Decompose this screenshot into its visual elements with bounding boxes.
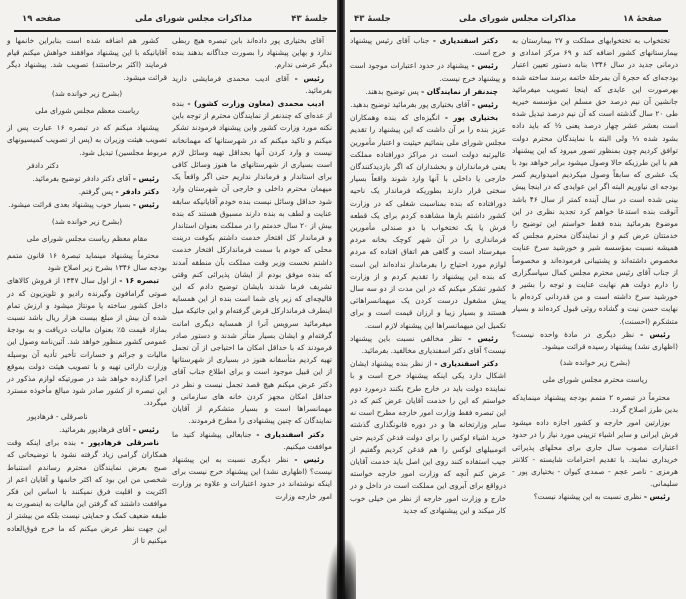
speaker-name: رئیس - (294, 73, 325, 83)
speaker-name: رئیس - (640, 329, 670, 339)
paragraph (350, 358, 506, 517)
paragraph-text: (بشرح زیر خوانده شد) (51, 88, 123, 98)
page-header (344, 14, 686, 28)
speaker-name: رئیس - (643, 492, 670, 502)
speaker-name: چندنفر از نمایندگان - (421, 86, 498, 96)
speaker-name: دکتر اسفندیاری - (432, 36, 498, 45)
paragraph-text: تختخواب به تختخوابهای مملکت و ۲۷ بیمارستان به بیمارستانهای کشور اضافه کند و ۶۹ مرکز امدادی و درمانی جدید در سال ۱۳۴۶ بنابه دستور تعیین اعتبار بودجه‌ای که حجرهٔ آن بمرحلهٔ خاتمه برسد ساخته شده بهرصورت این عایدی که اینجا تصویب میفرمائید جانشین آن نیم درصد حق مسلم این مؤسسه خیریه طی ۲۰ سال گذشته است که آن نیم درصد تبدیل شده است بعشر عشر چهار درصد یعنی ½ که باید داده بشود شده ⅓ ولی البته با نمایندگان محترم دولت توافق کردیم چون بمنظور تصور میرود که این پیشنهاد هم با این طرزیکه حالا وصول میشود برابر خواهد بود با یک عشری که سابقاً وصول میکردیم امیدواریم کسر بودجه ای نیاوریم البته اگر این عوایدی که در اینجا پیش بینی شده است در سال آینده کمتر از سال ۴۶ باشد آنوقت بنده استدعا خواهم کرد تجدید نظری در این موضوع بفرمائید بنده فقط خواستم این توضیح را خدمتتان عرض کنم و از نمایندگان محترم مجلس که همیشه نسبت بمؤسسه شیر و خورشید سرخ عنایت مخصوص داشته‌اند و پشتیبانی فرموده‌اند و مخصوصاً از جناب آقای رئیس محترم مجلس کمال سپاسگزاری را دارم دولت هم نهایت عنایت و توجه را بشیر و خورشید سرخ داشته است و من قدردانی کرده‌ام با نهایت حسن نیت و گشاده روئی قبول کرده‌اند و بسیار متشکرم (احسنت). (512, 36, 679, 326)
text-column (512, 35, 678, 505)
paragraph-text: بسیار خوب پیشنهاد بعدی قرائت میشود. (8, 200, 131, 210)
speaker-name: دکتر اسفندیاری - (256, 429, 325, 439)
paragraph (7, 122, 167, 159)
page-number: صفحه ۱۹ (22, 14, 61, 24)
paragraph-text: پس توضیح بدهند. (365, 86, 419, 96)
paragraph-text: ناصرقلی - فرهادپور (27, 411, 88, 421)
scan-shadow (326, 540, 356, 599)
signature (7, 160, 167, 172)
paragraph-text: مقام معظم ریاست مجلس شورای ملی (26, 233, 148, 243)
speaker-name: دکتر اسفندیاری - (434, 359, 499, 369)
paragraph-text: نظری نسبت به این پیشنهاد نیست؟ (533, 492, 642, 502)
centered-heading (7, 216, 167, 228)
paragraph-text: انگیزه‌ای که بنده وهمکاران عزیز بنده را بر آن داشت که این پیشنهاد را تقدیم مجلس شورای ملی بنمائیم حیثیت و اعتبار مأمورین عالیرتبه دولت است در مراکز دورافتاده مملکت یعنی فرمانداران و بخشداران که اگر بازدیدکنندگان خارجی یا داخلی با آنها وارد شوند واقعاً بسیار سختی قرار دارند بطوریکه فرماندار یک ناحیه دورافتاده که بنده بمناسبت شغلی که در وزارت کشور داشتم بارها مشاهده کردم برای یک قطعه فرش یا یک تختخواب یا دو صندلی مأمورین فرمانداری را در آن شهر کوچک بخانه مردم میفرستاد است و گاهی هم اتفاق افتاده که مردم لوازم مورد احتیاج را بفرماندار نداده‌اند این است که بنده این پیشنهاد را تقدیم کردم و از وزارت کشور تشکر میکنم که در این مدت از دو سه سال پیش مشغول درست کردن یک میهمانسراهائی هستند و بسیار زیبا و ارزان قیمت است و برای تکمیل این میهمانسراها این پیشنهاد لازم است. (350, 113, 506, 330)
paragraph (512, 392, 678, 416)
paragraph-text: پیشنهاد میکنم که در تبصره ۱۶ عبارت پس از تصویب هیئت وزیران به (پس از تصویب کمیسیونهای مربوط مجلسین) تبدیل شود. (7, 123, 167, 157)
paragraph-text: آقای فرهادپور بفرمائید. (59, 424, 131, 434)
paragraph-text: ریاست معظم مجلس شورای ملی (35, 106, 139, 116)
signature (7, 411, 167, 423)
paragraph-text: نظر مخالفی نسبت باین پیشنهاد نیست؟ آقای دکتر اسفندیاری مخالفید. بفرمائید. (350, 333, 506, 356)
paragraph-text: پس گرفتم. (78, 187, 114, 197)
paragraph (7, 35, 167, 84)
paragraph-text: جنابعالی پیشنهاد کنید ما موافقت میکنیم. (172, 429, 332, 451)
running-title: مذاکرات مجلس شورای ملی (135, 14, 253, 24)
paragraph (512, 35, 678, 328)
paragraph (172, 35, 332, 72)
speaker-name: ادیب محمدی (معاون وزارت کشور) - (187, 99, 324, 109)
page-header (0, 14, 338, 28)
paragraph (350, 60, 506, 84)
paragraph (512, 491, 678, 503)
paragraph-text: دکتر دادفر (27, 160, 59, 170)
header-rule (350, 30, 668, 32)
paragraph (7, 173, 167, 185)
left-page (0, 0, 338, 599)
paragraph-text: ریاست محترم مجلس شورای ملی (542, 375, 648, 385)
paragraph-text: آقای بختیاری پور بفرمائید توضیح بدهید. (350, 100, 470, 110)
centered-heading (7, 233, 167, 245)
paragraph (7, 275, 167, 409)
paragraph (7, 250, 167, 274)
paragraph-text: پیشنهاد در حدود اعتبارات موجود است و پیشنهاد خرج نیست. (350, 61, 506, 83)
centered-heading (512, 374, 678, 386)
paragraph-text: بنده از عده‌ای که چندنفر از نمایندگان محترم از توجه باین نکته مورد وزارت کشور واین پیشنهاد فرمودند تشکر میکنم و تاکید میکنم که در شهرستانها که مهمانخانه نیست و وارد کردن آنها بحداقل تهیه وسائل لازم است بسیاری از شهرستانهای ما هنوز وسائل کافی برای استاندار و فرماندار نداریم حتی اگر واقعاً یک میهمان محترم داخلی و خارجی آن شهرستان وارد شود حداقل وسائل نیست بنده خودم آقایانیکه سابقه عنایت و لطف به بنده دارند مسبوق هستند که بنده بیش از ۲۰ سال خدمتم را در مملکت بعنوان استاندار و فرماندار کل افتخار خدمت داشتم بکوفت درینت محلی که خودم با سمت فرماندارکل افتخار خدمت داشتم نخست وزیر وقت مملکت بآن منطقه آمدند که بنده موفق بودم از ایشان پذیرائی کنم وقتی تشریف فرما شدند بایشان توضیح دادم که این قالیچه‌ای که زیر پای شما است بنده از این همسایه اینطرف فرماندارکل قرض گرفته‌ام و این جائیکه میل میفرمائید سرویس آنرا از همسایه دیگری امانت گرفته‌ام و ایشان بسیار متأثر شدند و دستور صادر فرمودند که با حداقل امکان ما احتیاجی از آن تجمل تهیه کردیم متأسفانه هنوز در بسیاری از شهرستانها از این قبیل موجود است و برای اطلاع جناب آقای دکتر عرض میکنم هیچ قصد تجمل نیست و نظر در حداقل امکان مجهز کردن خانه های سازمانی و مهمانسراها است و بسیار متشکرم از آقایان نمایندگان که چنین پیشنهادی را مطرح فرمودند. (172, 99, 332, 426)
paragraph-text: نظر دیگری در مادهٔ واحده نیست؟ (اظهاری نشد) پیشنهاد رسیده قرائت میشود. (512, 329, 678, 352)
paragraph-text: کشور هم اضافه شده است بنابراین خانمها و آقایانیکه با این پیشنهاد موافقند خواهش میکنم قیام فرمایند (اکثر برخاستند) تصویب شد. پیشنهاد دیگر قرائت میشود. (7, 36, 167, 82)
speaker-name: بختیاری پور - (444, 113, 498, 123)
paragraph (172, 98, 332, 427)
paragraph (350, 112, 506, 332)
paragraph (7, 437, 167, 547)
paragraph-text: جناب آقای رئیس پیشنهاد خرج است. (350, 36, 506, 58)
centered-heading (7, 88, 167, 100)
paragraph-text: آقای دکتر دادفر توضیح بفرمائید. (32, 174, 131, 184)
session-number: جلسهٔ ۴۳ (291, 14, 328, 24)
speaker-name: ناصرقلی فرهادپور - (80, 438, 159, 448)
paragraph (350, 86, 506, 98)
text-column (350, 35, 506, 518)
text-column (7, 35, 167, 548)
paragraph (172, 454, 332, 503)
paragraph-text: نظر دیگری نسبت به این پیشنهاد نیست؟ (اظهاری نشد) این پیشنهاد خرج نیست برای اینکه نوشته‌اند در حدود اعتبارات و علاوه بر وزارت امور خارجه وزارت (172, 454, 332, 501)
paragraph (512, 417, 678, 490)
paragraph-text: آقای بختیاری پور داده‌اند باین تبصره هیچ ربطی ندارد و بهاین پیشنهاد را بصورت جداگانه بدهند بنده دیگر عرضی ندارم. (172, 36, 332, 70)
speaker-name: رئیس - (294, 454, 324, 464)
paragraph-text: از اول سال ۱۳۴۷ از فروش کالاهای صوتی گرامافون وگیرنده رادیو و تلویزیون که در داخل کشور ساخته یا مونتاژ میشود و ارزش تمام شده آن بیش از مبلغ بیست هزار ریال باشد نسبت بمازاد قیمت ۵٪ بعنوان مالیات دریافت و به بودجهٔ عمومی کشور منظور خواهد شد. آئین‌نامه وصول این مالیات و جرائم و خسارات تأخیر تأدیه آن بوسیله وزارت دارائی تهیه و با تصویب هیئت دولت بموقع اجرا گذارده خواهد شد در صورتیکه لوازم مذکور در این تبصره از کشور صادر شود مبالغ مأخوذه مسترد میگردد. (7, 276, 167, 408)
paragraph-text: بنده برای اینکه وقت همکاران گرامی زیاد گرفته نشود با توضیحاتی که صبح بعرض نمایندگان محترم رساندم استنباط شخصی من این بود که اکثر خانمها و آقایان اعم از اکثریت و اقلیت فرق نمیکنند با اساس این فکر موافقت داشتند که گرفتن این مالیات به اینصورت به طبقه ضعیف کمک و حمایتی نیست بلکه من بیشتر از این جهت نظر عرض میکنم که ما خرج فوق‌العاده میکنیم تا از (7, 438, 167, 545)
paragraph (512, 329, 678, 353)
paragraph-text: (بشرح زیر خوانده شد) (51, 216, 123, 226)
speaker-name: رئیس - (471, 61, 498, 71)
paragraph-text: محترماً پیشنهاد مینماید تبصرهٔ ۱۶ قانون متمم بودجه سال ۱۳۴۶ بشرح زیر اصلاح شود (7, 251, 167, 273)
right-page (344, 0, 686, 599)
paragraph (7, 186, 167, 198)
paragraph (7, 424, 167, 436)
paragraph-text: آقای ادیب محمدی فرمایشی دارید بفرمائید. (172, 73, 332, 95)
header-rule (14, 30, 336, 32)
paragraph-text: محترماً در تبصره ۲ متمم بودجه پیشنهاد مینمایدکه بدین طرز اصلاح گردد. (512, 392, 678, 414)
speaker-name: رئیس - (468, 333, 498, 343)
text-column (172, 35, 332, 504)
paragraph-text: بوزارتین امور خارجه و کشور اجازه داده میشود فرش ایرانی و سایر اشیاء تزیینی مورد نیاز را در حدود اعتبارات مصوب سال جاری برای محلهای پذیرائی خریداری نمایند. با تقدیم احترامات شایسته - کلانتر هرمزی - ناصر عجم - صمدی کیوان - بختیاری پور - سلیمانی. (512, 418, 678, 489)
speaker-name: تبصره ۱۶ - (119, 276, 160, 286)
speaker-name: دکتر دادفر - (115, 187, 159, 197)
paragraph (7, 199, 167, 211)
speaker-name: رئیس - (132, 200, 159, 210)
paragraph-text: از نظر بنده پیشنهاد ایشان اشکال دارد یکی اینکه پیشنهاد خرج است و با نماینده دولت باید در خارج طرح بکنند درمورد دوم خواستم که این را خدمت آقایان عرض کنم که در این تبصره فقط وزارت امور خارجه مطرح است نه سایر وزارتخانه ها و در دوره قانونگذاری گذشته خرید اشیاء لوکس را برای دولت قدغن کردیم حتی اتومبیلهای لوکس را هم قدغن کردیم وگفتیم از جیب استفاده کنند روی این اصل باید خدمت آقایان عرض کنم آنچه که وزارت امور خارجه خواسته درواقع برای آبروی این مملکت است در داخل و در خارج و وزارت امور خارجه از نظر من خیلی خوب کار میکند و این پیشنهادی که جدید (350, 359, 506, 515)
speaker-name: رئیس - (132, 174, 159, 184)
paragraph (350, 35, 506, 59)
paragraph (350, 99, 506, 111)
running-title: مذاکرات مجلس شورای ملی (459, 14, 577, 24)
paragraph-text: (بشرح زیر خوانده شد) (559, 358, 631, 368)
book-spine (337, 0, 345, 599)
speaker-name: رئیس - (471, 100, 498, 110)
paragraph (172, 429, 332, 453)
centered-heading (7, 105, 167, 117)
speaker-name: رئیس - (132, 424, 159, 434)
centered-heading (512, 357, 678, 369)
page-number: صفحهٔ ۱۸ (623, 14, 662, 24)
paragraph (172, 73, 332, 97)
paragraph (350, 333, 506, 357)
session-number: جلسهٔ ۴۳ (354, 14, 391, 24)
